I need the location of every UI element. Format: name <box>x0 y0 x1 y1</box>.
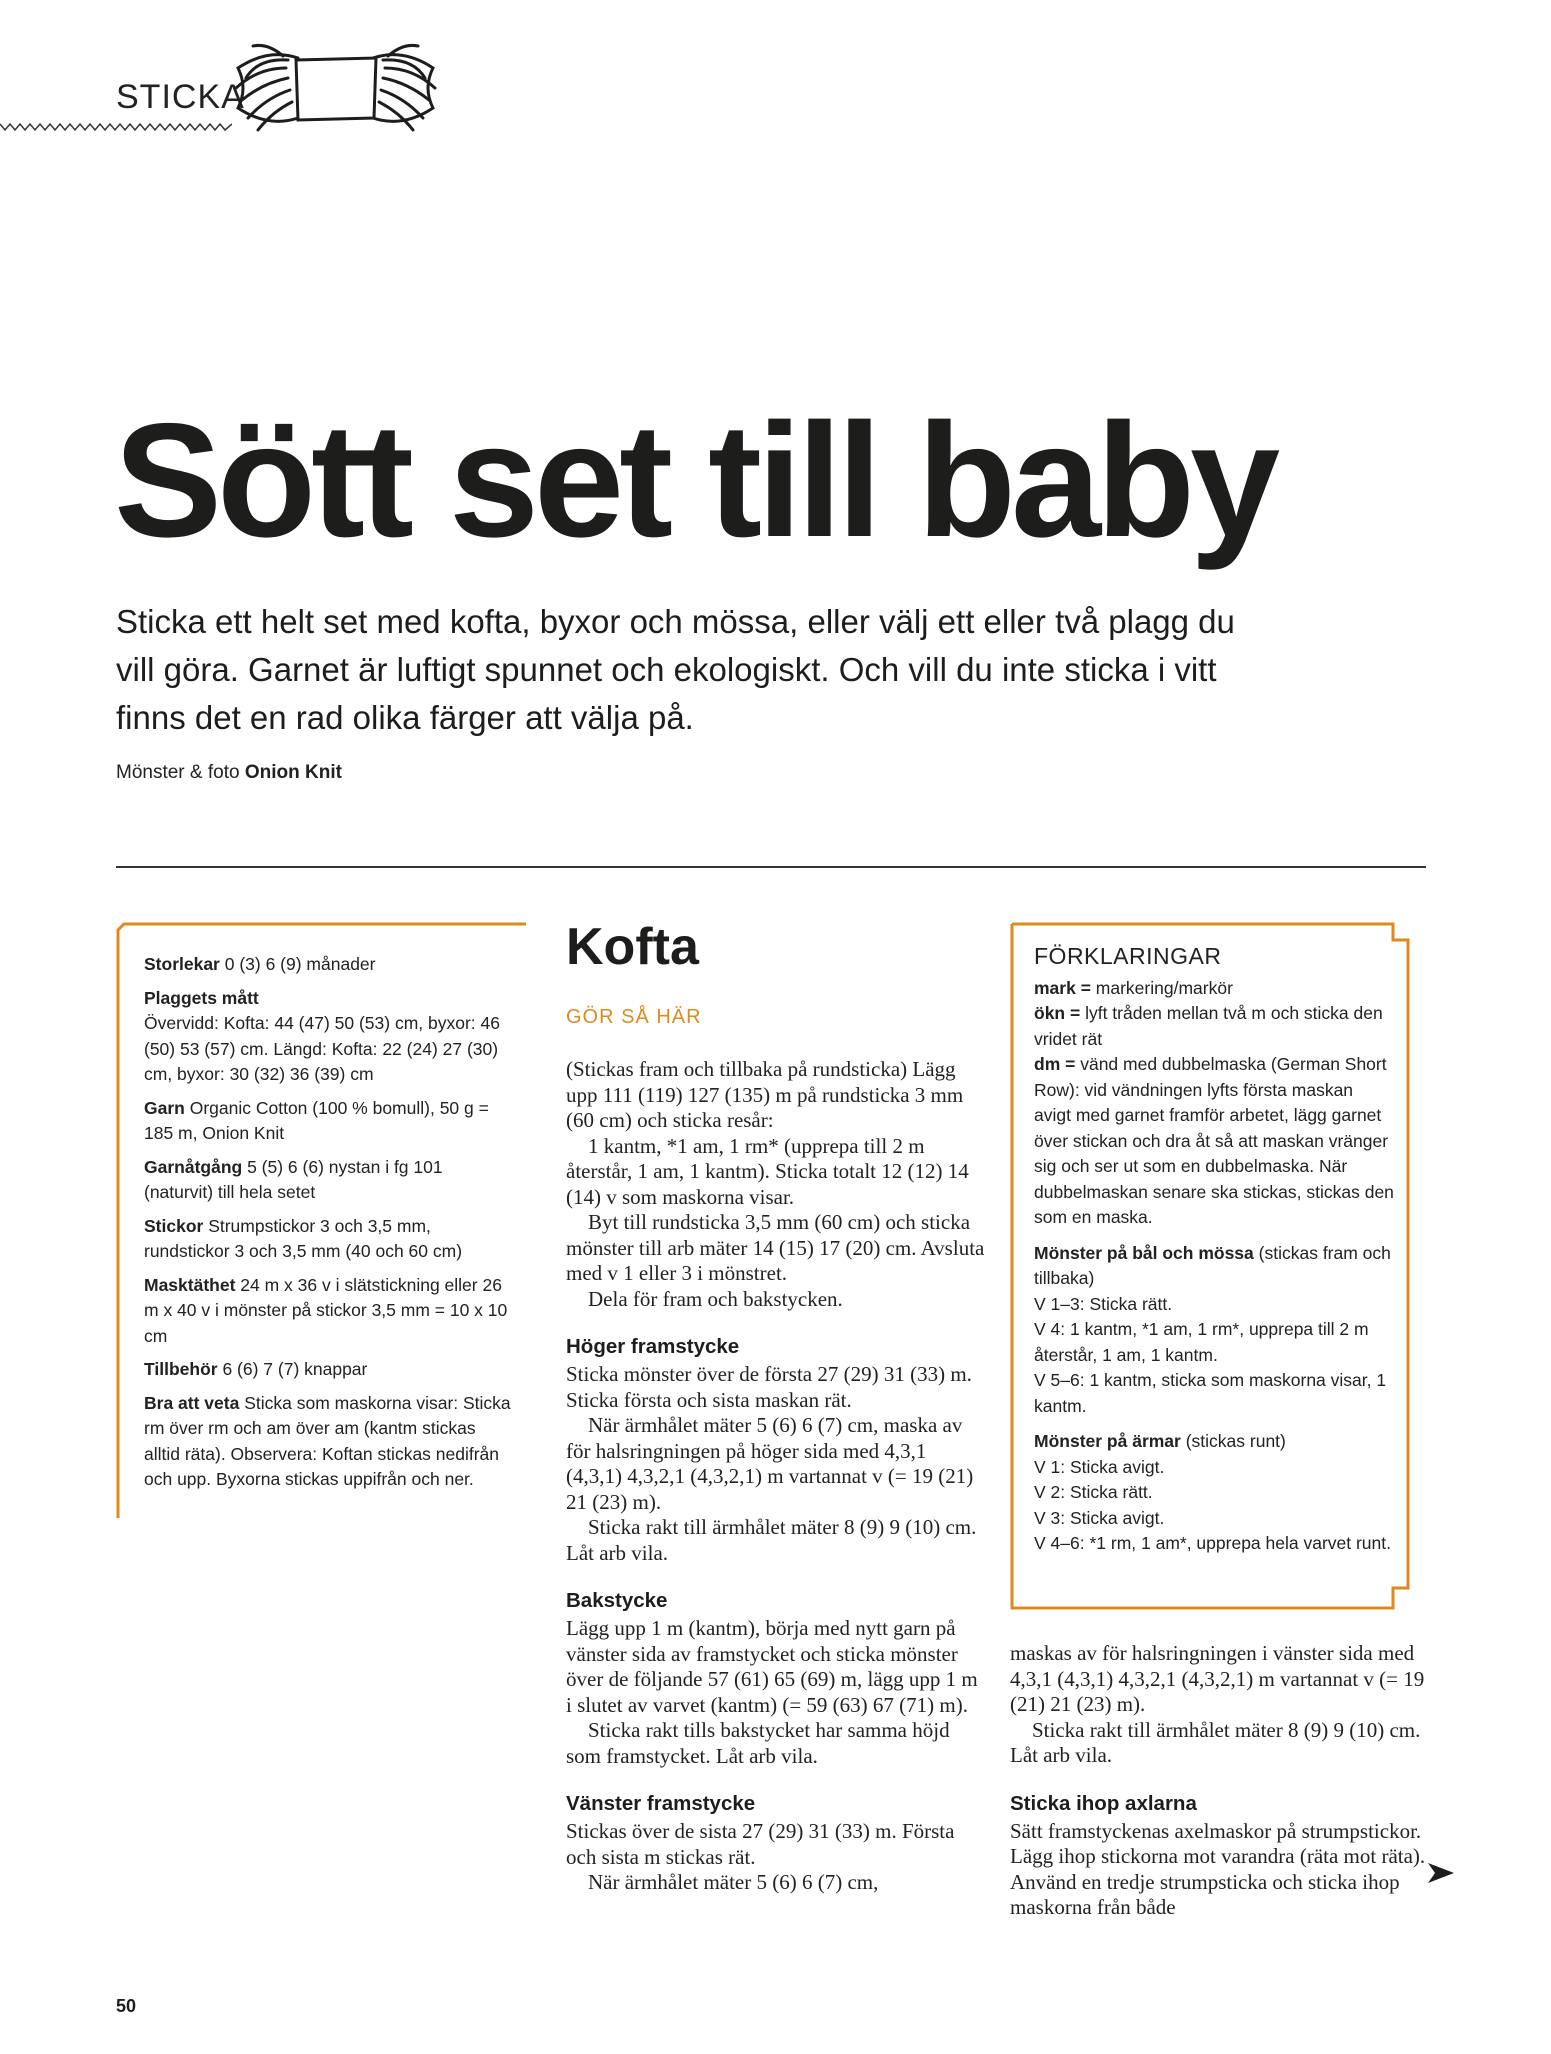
forklaringar-content <box>1034 944 1394 1557</box>
facts-value: 6 (6) 7 (7) knappar <box>217 1359 368 1379</box>
paragraph: Sticka rakt tills bakstycket har samma höjd som framstycket. Låt arb vila. <box>566 1718 950 1768</box>
facts-value: 24 m x 36 v i slätstickning eller 26 m x 40 v i mönster på stickor 3,5 mm = 10 x 10 cm <box>144 1274 508 1346</box>
pattern-row: V 1–3: Sticka rätt. <box>1034 1293 1173 1314</box>
forklaringar-box <box>1010 922 1410 1612</box>
axlar-text <box>1010 1819 1430 1921</box>
bakstycke-text <box>566 1616 986 1769</box>
facts-key: Bra att veta <box>144 1392 240 1413</box>
definition-text: markering/markör <box>1090 977 1233 998</box>
paragraph: Dela för fram och bakstycken. <box>588 1286 843 1311</box>
credit-name: Onion Knit <box>244 762 342 783</box>
facts-value: Strumpstickor 3 och 3,5 mm, rundstickor 3 och 3,5 mm (40 och 60 cm) <box>144 1215 463 1261</box>
paragraph: Byt till rundsticka 3,5 mm (60 cm) och sticka mönster till arb mäter 14 (15) 17 (20) cm. Avsluta med v 1 eller 3 i mönstret. <box>566 1210 985 1285</box>
facts-key: Garn <box>144 1097 185 1118</box>
facts-key: Garnåtgång <box>144 1156 243 1177</box>
pattern-row: V 3: Sticka avigt. <box>1034 1507 1165 1528</box>
continued-text <box>1010 1641 1430 1769</box>
paragraph: Sätt framstyckenas axelmaskor på strumpstickor. Lägg ihop stickorna mot varandra (räta mot räta). Använd en tredje strumpsticka och sticka ihop maskorna från både <box>1010 1818 1426 1919</box>
intro-text: Sticka ett helt set med kofta, byxor och mössa, eller välj ett eller två plagg du vill göra. Garnet är luftigt spunnet och ekologiskt. Och vill du inte sticka i vitt finns det en rad olika färger att välja på. <box>116 603 1235 736</box>
hoger-framstycke-heading: Höger framstycke <box>566 1335 740 1358</box>
forklaringar-heading: FÖRKLARINGAR <box>1034 943 1222 969</box>
instructions-subheading: GÖR SÅ HÄR <box>566 1006 702 1028</box>
paragraph: maskas av för halsringningen i vänster sida med 4,3,1 (4,3,1) 4,3,2,1 (4,3,2,1) m vartannat v (= 19 (21) 21 (23) m). <box>1010 1641 1425 1716</box>
facts-item <box>144 986 514 1088</box>
facts-value: Sticka som maskorna visar: Sticka rm över rm och am över am (kantm stickas alltid räta). Observera: Koftan stickas nedifrån och upp. Byxorna stickas uppifrån och ner. <box>144 1392 511 1489</box>
zigzag-divider <box>0 120 232 134</box>
page-number: 50 <box>116 1996 137 2016</box>
vanster-framstycke-heading: Vänster framstycke <box>566 1792 756 1815</box>
paragraph: När ärmhålet mäter 5 (6) 6 (7) cm, maska av för halsringningen på höger sida med 4,3,1 (4,3,1) 4,3,2,1 (4,3,2,1) m vartannat v (= 19 (21) 21 (23) m). <box>566 1413 974 1514</box>
facts-item <box>144 1096 514 1147</box>
paragraph: Stickas över de sista 27 (29) 31 (33) m. Första och sista m stickas rät. <box>566 1819 955 1869</box>
facts-item <box>144 952 514 978</box>
paragraph: Sticka rakt till ärmhålet mäter 8 (9) 9 (10) cm. Låt arb vila. <box>566 1515 977 1565</box>
definition <box>1034 976 1394 1002</box>
paragraph: Sticka mönster över de första 27 (29) 31 (33) m. Sticka första och sista maskan rät. <box>566 1362 972 1412</box>
pattern-heading <box>1034 1241 1394 1292</box>
paragraph: Sticka rakt till ärmhålet mäter 8 (9) 9 (10) cm. Låt arb vila. <box>1010 1717 1421 1767</box>
definition <box>1034 1001 1394 1052</box>
definition-term: dm = <box>1034 1054 1076 1074</box>
definition-text: vänd med dubbelmaska (German Short Row): vid vändningen lyfts första maskan avigt med garnet framför arbetet, lägg garnet över stickan och dra åt så att maskan vränger sig och ser ut som en dubbelmaska. När dubbelmaskan senare ska stickas, stickas den som en maska. <box>1034 1054 1394 1227</box>
definition <box>1034 1052 1394 1231</box>
facts-item <box>144 1155 514 1206</box>
kofta-heading: Kofta <box>566 918 699 976</box>
vanster-framstycke-text <box>566 1819 986 1896</box>
facts-value: Övervidd: Kofta: 44 (47) 50 (53) cm, byxor: 46 (50) 53 (57) cm. Längd: Kofta: 22 (24) 27 (30) cm, byxor: 30 (32) 36 (39) cm <box>144 1013 500 1084</box>
facts-value: Organic Cotton (100 % bomull), 50 g = 185 m, Onion Knit <box>144 1097 489 1143</box>
yarn-skein-icon <box>228 38 443 138</box>
kofta-column <box>566 916 986 1896</box>
facts-key: Stickor <box>144 1215 204 1236</box>
pattern-row: V 4–6: *1 rm, 1 am*, upprepa hela varvet runt. <box>1034 1533 1391 1553</box>
page-title: Sött set till baby <box>114 390 1276 571</box>
credit-line <box>116 762 342 784</box>
pattern-row: V 4: 1 kantm, *1 am, 1 rm*, upprepa till 2 m återstår, 1 am, 1 kantm. <box>1034 1319 1369 1365</box>
bakstycke-heading: Bakstycke <box>566 1589 668 1612</box>
facts-list <box>144 952 514 1501</box>
definition-text: lyft tråden mellan två m och sticka den vridet rät <box>1034 1003 1383 1049</box>
hoger-framstycke-text <box>566 1362 986 1566</box>
facts-item <box>144 1391 514 1493</box>
paragraph: 1 kantm, *1 am, 1 rm* (upprepa till 2 m återstår, 1 am, 1 kantm). Sticka totalt 12 (12) 14 (14) v som maskorna visar. <box>566 1133 969 1209</box>
horizontal-rule <box>116 866 1426 868</box>
pattern-title: Mönster på bål och mössa <box>1034 1242 1254 1263</box>
axlar-heading: Sticka ihop axlarna <box>1010 1791 1197 1815</box>
section-label: STICKA <box>116 78 245 116</box>
pattern-row: V 2: Sticka rätt. <box>1034 1482 1153 1502</box>
pattern-note: (stickas fram och tillbaka) <box>1034 1242 1391 1288</box>
facts-item <box>144 1357 514 1383</box>
paragraph: (Stickas fram och tillbaka på rundsticka) Lägg upp 111 (119) 127 (135) m på rundsticka 3 mm (60 cm) och sticka resår: <box>566 1057 964 1132</box>
facts-item <box>144 1214 514 1265</box>
paragraph: När ärmhålet mäter 5 (6) 6 (7) cm, <box>588 1870 879 1894</box>
continued-column <box>1010 1641 1430 1921</box>
definition-term: ökn = <box>1034 1003 1081 1023</box>
facts-value: 5 (5) 6 (6) nystan i fg 101 (naturvit) till hela setet <box>144 1156 443 1202</box>
pattern-heading <box>1034 1429 1394 1455</box>
facts-key: Tillbehör <box>144 1359 218 1379</box>
definition-term: mark = <box>1034 977 1091 998</box>
pattern-row: V 1: Sticka avigt. <box>1034 1456 1165 1477</box>
pattern-title: Mönster på ärmar <box>1034 1431 1181 1451</box>
facts-value: 0 (3) 6 (9) månader <box>219 954 376 974</box>
paragraph: Lägg upp 1 m (kantm), börja med nytt garn på vänster sida av framstycket och sticka mönster över de följande 57 (61) 65 (69) m, lägg upp 1 m i slutet av varvet (kantm) (= 59 (63) 67 (71) m). <box>566 1616 978 1717</box>
facts-item <box>144 1273 514 1350</box>
facts-key: Plaggets mått <box>144 987 259 1008</box>
facts-key: Masktäthet <box>144 1274 236 1295</box>
pattern-row: V 5–6: 1 kantm, sticka som maskorna visar, 1 kantm. <box>1034 1370 1387 1416</box>
facts-key: Storlekar <box>144 954 220 974</box>
continue-arrow-icon <box>1428 1863 1454 1883</box>
credit-label: Mönster & foto <box>116 762 240 783</box>
pattern-note: (stickas runt) <box>1180 1431 1286 1451</box>
facts-box <box>116 922 528 1522</box>
kofta-intro <box>566 1057 986 1312</box>
